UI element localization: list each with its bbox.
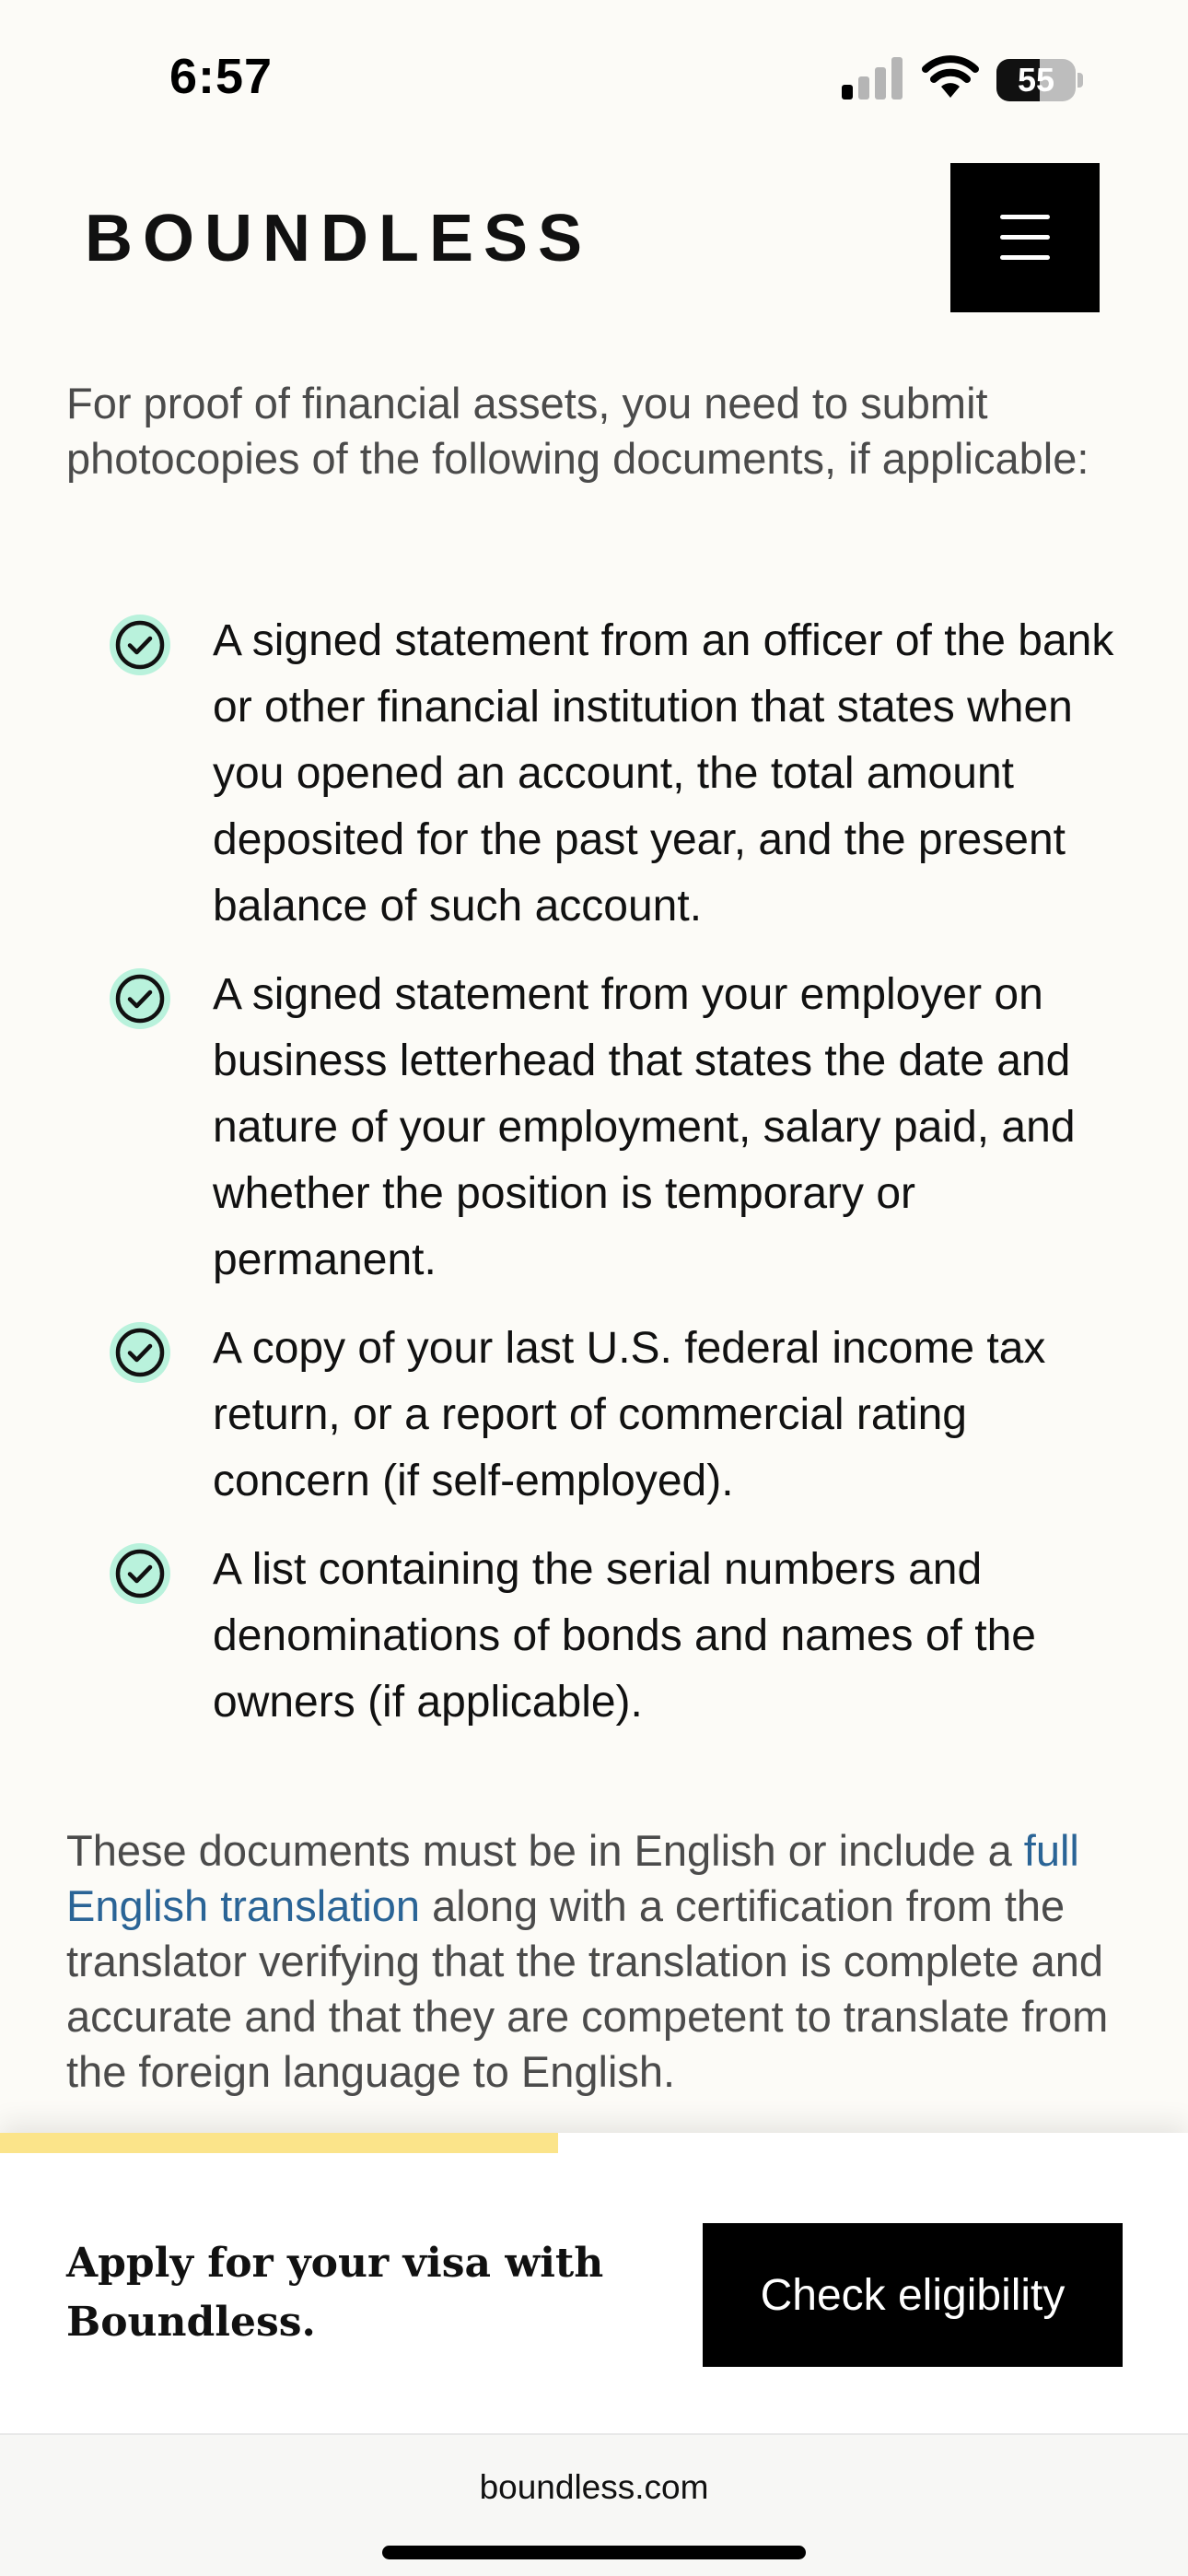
checklist-item-text: A list containing the serial numbers and denominations of bonds and names of the owners (if applicable). (213, 1545, 1036, 1727)
checklist-item (107, 1537, 1129, 1736)
check-circle-icon (107, 966, 173, 1032)
battery-body (996, 59, 1076, 101)
checklist-item (107, 608, 1129, 940)
cta-text: Apply for your visa with Boundless. (66, 2240, 604, 2346)
translation-text-after: along with a certification from the translator verifying that the translation is complete and accurate and that they are competent to translate from the foreign language to English. (66, 1881, 1109, 2096)
checklist-item-text: A copy of your last U.S. federal income tax return, or a report of commercial rating concern (if self-employed). (213, 1324, 1046, 1505)
signal-bar (842, 85, 853, 100)
check-circle-icon (107, 612, 173, 678)
check-circle-icon (107, 1540, 173, 1607)
boundless-logo[interactable]: BOUNDLESS (85, 202, 593, 275)
signal-bar (891, 57, 903, 100)
check-eligibility-button[interactable]: Check eligibility (703, 2223, 1123, 2367)
home-indicator[interactable] (382, 2546, 806, 2559)
signal-bar (875, 67, 886, 100)
battery-percent: 55 (1017, 61, 1055, 99)
battery-icon (996, 59, 1083, 101)
url-text[interactable]: boundless.com (479, 2468, 709, 2506)
reading-progress (0, 2133, 1188, 2153)
checklist-item-text: A signed statement from an officer of the bank or other financial institution that states when you opened an account, the total amount deposited for the past year, and the present balance of such account. (213, 616, 1114, 931)
reading-progress-fill (0, 2133, 558, 2153)
battery-cap (1077, 73, 1083, 88)
checklist-item (107, 962, 1129, 1294)
menu-button[interactable] (950, 163, 1100, 312)
browser-address-bar[interactable] (0, 2435, 1188, 2576)
apply-cta-bar (0, 2133, 1188, 2434)
signal-bar (858, 76, 869, 100)
cellular-signal-icon (840, 57, 906, 100)
wifi-icon (921, 53, 980, 100)
document-checklist (107, 608, 1129, 1758)
checklist-item (107, 1316, 1129, 1515)
intro-paragraph: For proof of financial assets, you need to submit photocopies of the following documents, if applicable: (66, 379, 1089, 483)
status-bar (0, 0, 1188, 157)
status-time: 6:57 (169, 49, 274, 104)
translation-text-before: These documents must be in English or include a (66, 1826, 1024, 1875)
checklist-item-text: A signed statement from your employer on business letterhead that states the date and nature of your employment, salary paid, and whether the position is temporary or permanent. (213, 970, 1076, 1284)
full-english-translation-link[interactable]: full English translation (66, 1826, 1079, 1930)
translation-paragraph (66, 1823, 1135, 2100)
check-circle-icon (107, 1319, 173, 1386)
